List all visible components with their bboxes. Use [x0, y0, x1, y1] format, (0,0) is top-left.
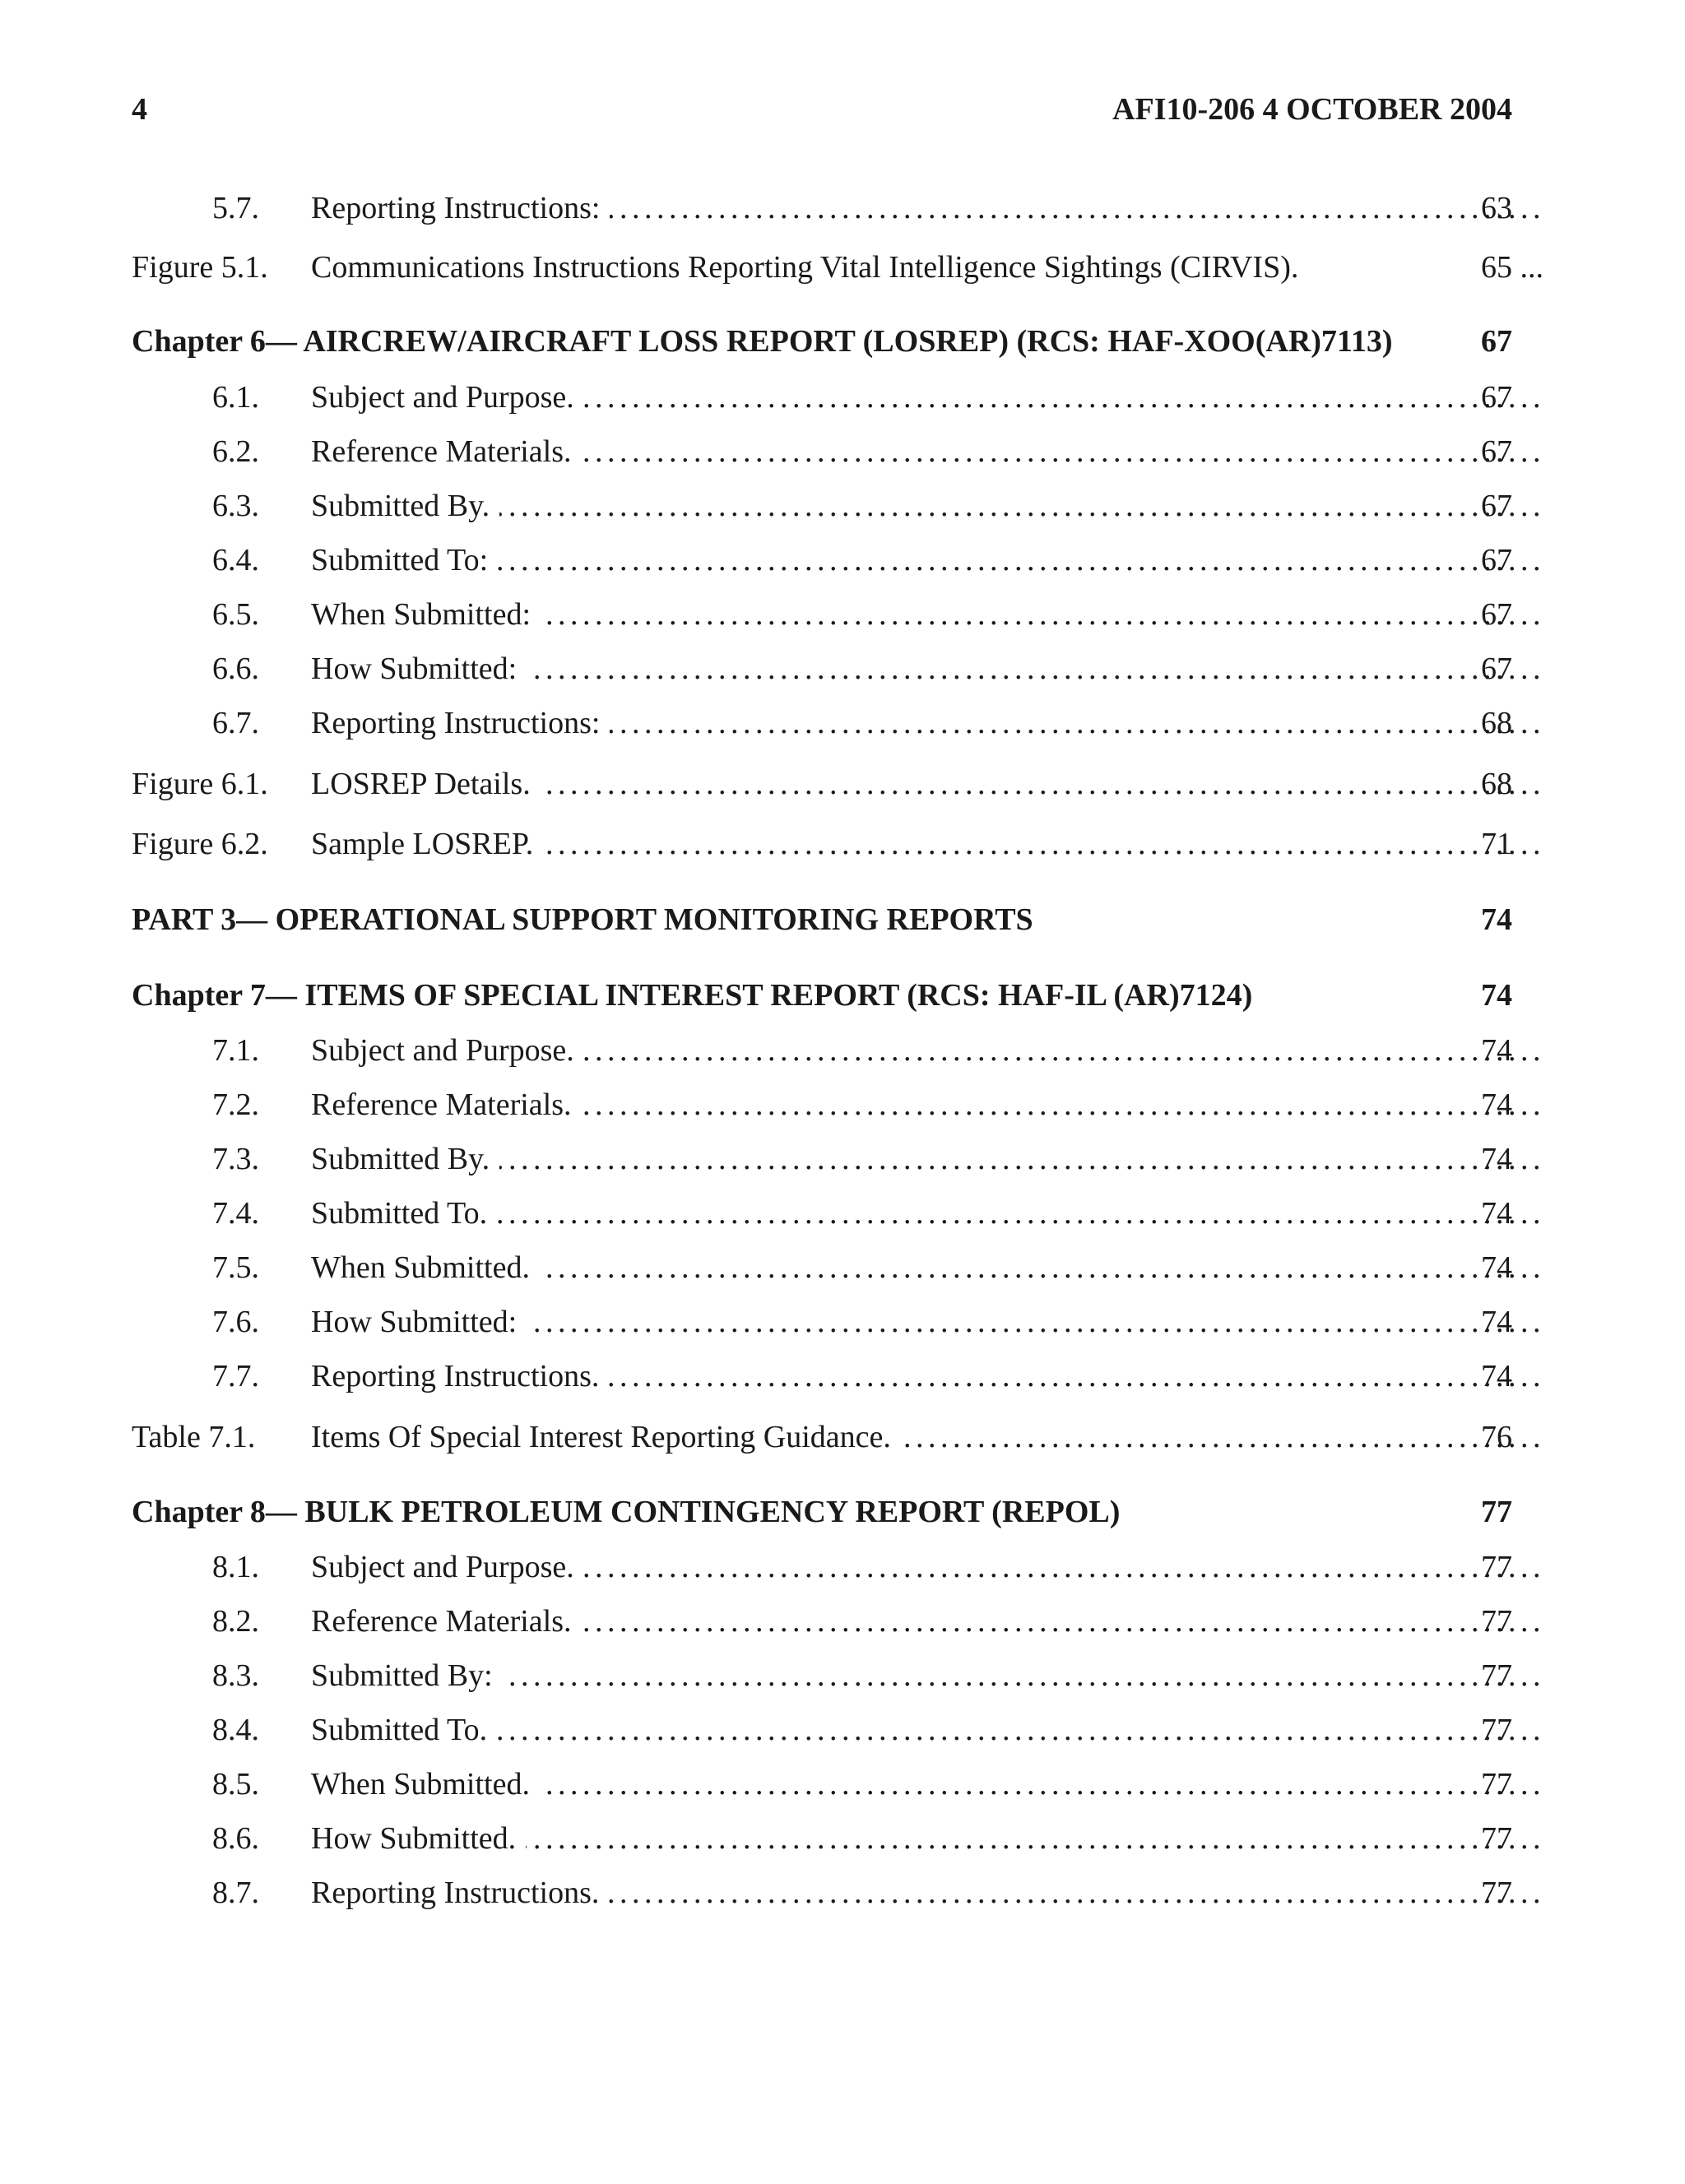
- toc-entry[interactable]: [132, 1301, 1512, 1342]
- toc-entry-title: Sample LOSREP. . . .: [311, 823, 1543, 865]
- toc-entry-number: 7.2.: [212, 1087, 259, 1122]
- toc-entry[interactable]: [132, 377, 1512, 418]
- toc-entry-title: When Submitted. . . .: [311, 1247, 1543, 1288]
- toc-entry[interactable]: [132, 1764, 1512, 1805]
- toc-entry[interactable]: [132, 1030, 1512, 1071]
- toc-entry[interactable]: [132, 594, 1512, 635]
- toc-entry-number: 5.7.: [212, 191, 259, 225]
- toc-entry-page: 67: [1481, 597, 1512, 632]
- toc-entry[interactable]: [132, 1356, 1512, 1397]
- toc-entry-title: LOSREP Details. . . .: [311, 763, 1543, 805]
- toc-entry-page: 76: [1481, 1420, 1512, 1454]
- toc-entry-title: Items Of Special Interest Reporting Guidance. . . .: [311, 1417, 1543, 1458]
- toc-entry-title: Chapter 6— AIRCREW/AIRCRAFT LOSS REPORT (LOSREP) (RCS: HAF-XOO(AR)7113): [132, 321, 1448, 362]
- toc-entry-number: 7.3.: [212, 1142, 259, 1176]
- toc-entry-title: Reporting Instructions: . . .: [311, 702, 1543, 744]
- toc-entry-number: 6.7.: [212, 706, 259, 740]
- toc-entry-page: 71: [1481, 827, 1512, 861]
- toc-chapter-heading[interactable]: [132, 321, 1512, 362]
- toc-entry-page: 77: [1481, 1495, 1512, 1529]
- toc-entry[interactable]: [132, 1655, 1512, 1696]
- toc-entry-page: 77: [1481, 1713, 1512, 1747]
- toc-entry-page: 74: [1481, 1305, 1512, 1339]
- toc-entry-page: 74: [1481, 1250, 1512, 1285]
- toc-entry-title: PART 3— OPERATIONAL SUPPORT MONITORING REPORTS: [132, 899, 1448, 940]
- toc-entry-page: 77: [1481, 1550, 1512, 1584]
- toc-entry[interactable]: [132, 1709, 1512, 1750]
- toc-entry[interactable]: [132, 431, 1512, 472]
- toc-entry[interactable]: [132, 485, 1512, 526]
- toc-entry-number: Figure 6.2.: [132, 827, 268, 861]
- toc-entry-number: 8.4.: [212, 1713, 259, 1747]
- toc-entry-title: Subject and Purpose. . . .: [311, 1546, 1543, 1588]
- toc-entry-title: Submitted By. . . .: [311, 1138, 1543, 1180]
- toc-entry-page: 67: [1481, 324, 1512, 359]
- toc-chapter-heading[interactable]: [132, 899, 1512, 940]
- toc-chapter-heading[interactable]: [132, 1491, 1512, 1533]
- toc-entry-title: When Submitted: . . .: [311, 594, 1543, 635]
- toc-entry-page: 74: [1481, 1359, 1512, 1393]
- toc-entry-page: 67: [1481, 380, 1512, 415]
- toc-entry-title: Submitted By. . . .: [311, 485, 1543, 526]
- toc-entry-page: 77: [1481, 1821, 1512, 1856]
- toc-entry-number: 8.3.: [212, 1658, 259, 1693]
- toc-chapter-heading[interactable]: [132, 975, 1512, 1016]
- toc-entry[interactable]: [132, 1417, 1512, 1458]
- toc-entry-page: 77: [1481, 1658, 1512, 1693]
- toc-entry-number: 7.1.: [212, 1033, 259, 1068]
- toc-entry[interactable]: [132, 648, 1512, 689]
- toc-entry-title: Submitted By: . . .: [311, 1655, 1543, 1696]
- toc-entry-title: Reference Materials. . . .: [311, 431, 1543, 472]
- toc-entry-title: Reference Materials. . . .: [311, 1601, 1543, 1642]
- toc-entry-page: 77: [1481, 1767, 1512, 1801]
- toc-entry-ellipsis: ...: [1512, 247, 1544, 288]
- toc-entry-number: 6.3.: [212, 489, 259, 523]
- toc-entry-number: 7.4.: [212, 1196, 259, 1231]
- toc-entry-number: 7.6.: [212, 1305, 259, 1339]
- toc-entry-page: 74: [1481, 978, 1512, 1013]
- toc-entry-number: Figure 6.1.: [132, 767, 268, 801]
- toc-entry-number: 6.2.: [212, 434, 259, 469]
- toc-entry-number: Table 7.1.: [132, 1420, 256, 1454]
- toc-entry-page: 67: [1481, 489, 1512, 523]
- toc-entry-page: 74: [1481, 902, 1512, 937]
- toc-entry[interactable]: [132, 823, 1512, 865]
- toc-entry-page: 74: [1481, 1033, 1512, 1068]
- toc-entry-page: 67: [1481, 434, 1512, 469]
- toc-entry[interactable]: [132, 1601, 1512, 1642]
- document-id: AFI10-206 4 OCTOBER 2004: [1112, 92, 1512, 127]
- toc-entry-title: Submitted To. . . .: [311, 1709, 1543, 1750]
- toc-entry-page: 74: [1481, 1087, 1512, 1122]
- toc-entry-title: When Submitted. . . .: [311, 1764, 1543, 1805]
- toc-entry[interactable]: [132, 1193, 1512, 1234]
- page-number: 4: [132, 92, 147, 127]
- toc-entry-page: 74: [1481, 1196, 1512, 1231]
- toc-entry-page: 77: [1481, 1604, 1512, 1639]
- toc-entry-number: 8.6.: [212, 1821, 259, 1856]
- toc-entry[interactable]: [132, 763, 1512, 805]
- toc-entry-page: 74: [1481, 1142, 1512, 1176]
- toc-entry-page: 63: [1481, 191, 1512, 225]
- toc-entry-title: Reference Materials. . . .: [311, 1084, 1543, 1125]
- toc-entry[interactable]: [132, 1872, 1512, 1913]
- toc-entry[interactable]: [132, 1138, 1512, 1180]
- toc-entry-number: 6.5.: [212, 597, 259, 632]
- toc-entry-title: How Submitted. . . .: [311, 1818, 1543, 1859]
- toc-entry-title: Communications Instructions Reporting Vital Intelligence Sightings (CIRVIS). ...: [311, 247, 1543, 288]
- toc-entry-number: 6.4.: [212, 543, 259, 577]
- toc-entry-page: 65: [1481, 250, 1512, 285]
- toc-entry-title: Chapter 7— ITEMS OF SPECIAL INTEREST REPORT (RCS: HAF-IL (AR)7124): [132, 975, 1448, 1016]
- toc-entry-page: 77: [1481, 1876, 1512, 1910]
- toc-entry[interactable]: [132, 247, 1543, 288]
- toc-entry[interactable]: [132, 540, 1512, 581]
- toc-entry-page: 67: [1481, 543, 1512, 577]
- toc-entry-number: 7.7.: [212, 1359, 259, 1393]
- toc-entry-title: Chapter 8— BULK PETROLEUM CONTINGENCY REPORT (REPOL): [132, 1491, 1448, 1533]
- toc-entry-title: How Submitted: . . .: [311, 1301, 1543, 1342]
- toc-entry[interactable]: [132, 188, 1512, 229]
- toc-entry[interactable]: [132, 1546, 1512, 1588]
- toc-entry[interactable]: [132, 1818, 1512, 1859]
- toc-entry-number: Figure 5.1.: [132, 250, 268, 285]
- toc-entry-title: Reporting Instructions. . . .: [311, 1356, 1543, 1397]
- toc-entry-number: 6.6.: [212, 651, 259, 686]
- toc-entry-number: 7.5.: [212, 1250, 259, 1285]
- toc-entry-number: 8.7.: [212, 1876, 259, 1910]
- toc-entry-title: Submitted To. . . .: [311, 1193, 1543, 1234]
- toc-entry-title: Reporting Instructions. . . .: [311, 1872, 1543, 1913]
- toc-entry-number: 8.1.: [212, 1550, 259, 1584]
- toc-entry-title: Subject and Purpose. . . .: [311, 1030, 1543, 1071]
- toc-entry-title: Reporting Instructions: . . .: [311, 188, 1543, 229]
- toc-entry[interactable]: [132, 702, 1512, 744]
- toc-entry-title: How Submitted: . . .: [311, 648, 1543, 689]
- toc-entry-number: 8.2.: [212, 1604, 259, 1639]
- toc-entry-number: 6.1.: [212, 380, 259, 415]
- toc-entry-page: 68: [1481, 706, 1512, 740]
- toc-entry-title: Subject and Purpose. . . .: [311, 377, 1543, 418]
- toc-entry-page: 68: [1481, 767, 1512, 801]
- toc-entry[interactable]: [132, 1084, 1512, 1125]
- toc-entry-title: Submitted To: . . .: [311, 540, 1543, 581]
- toc-entry[interactable]: [132, 1247, 1512, 1288]
- toc-entry-number: 8.5.: [212, 1767, 259, 1801]
- toc-entry-page: 67: [1481, 651, 1512, 686]
